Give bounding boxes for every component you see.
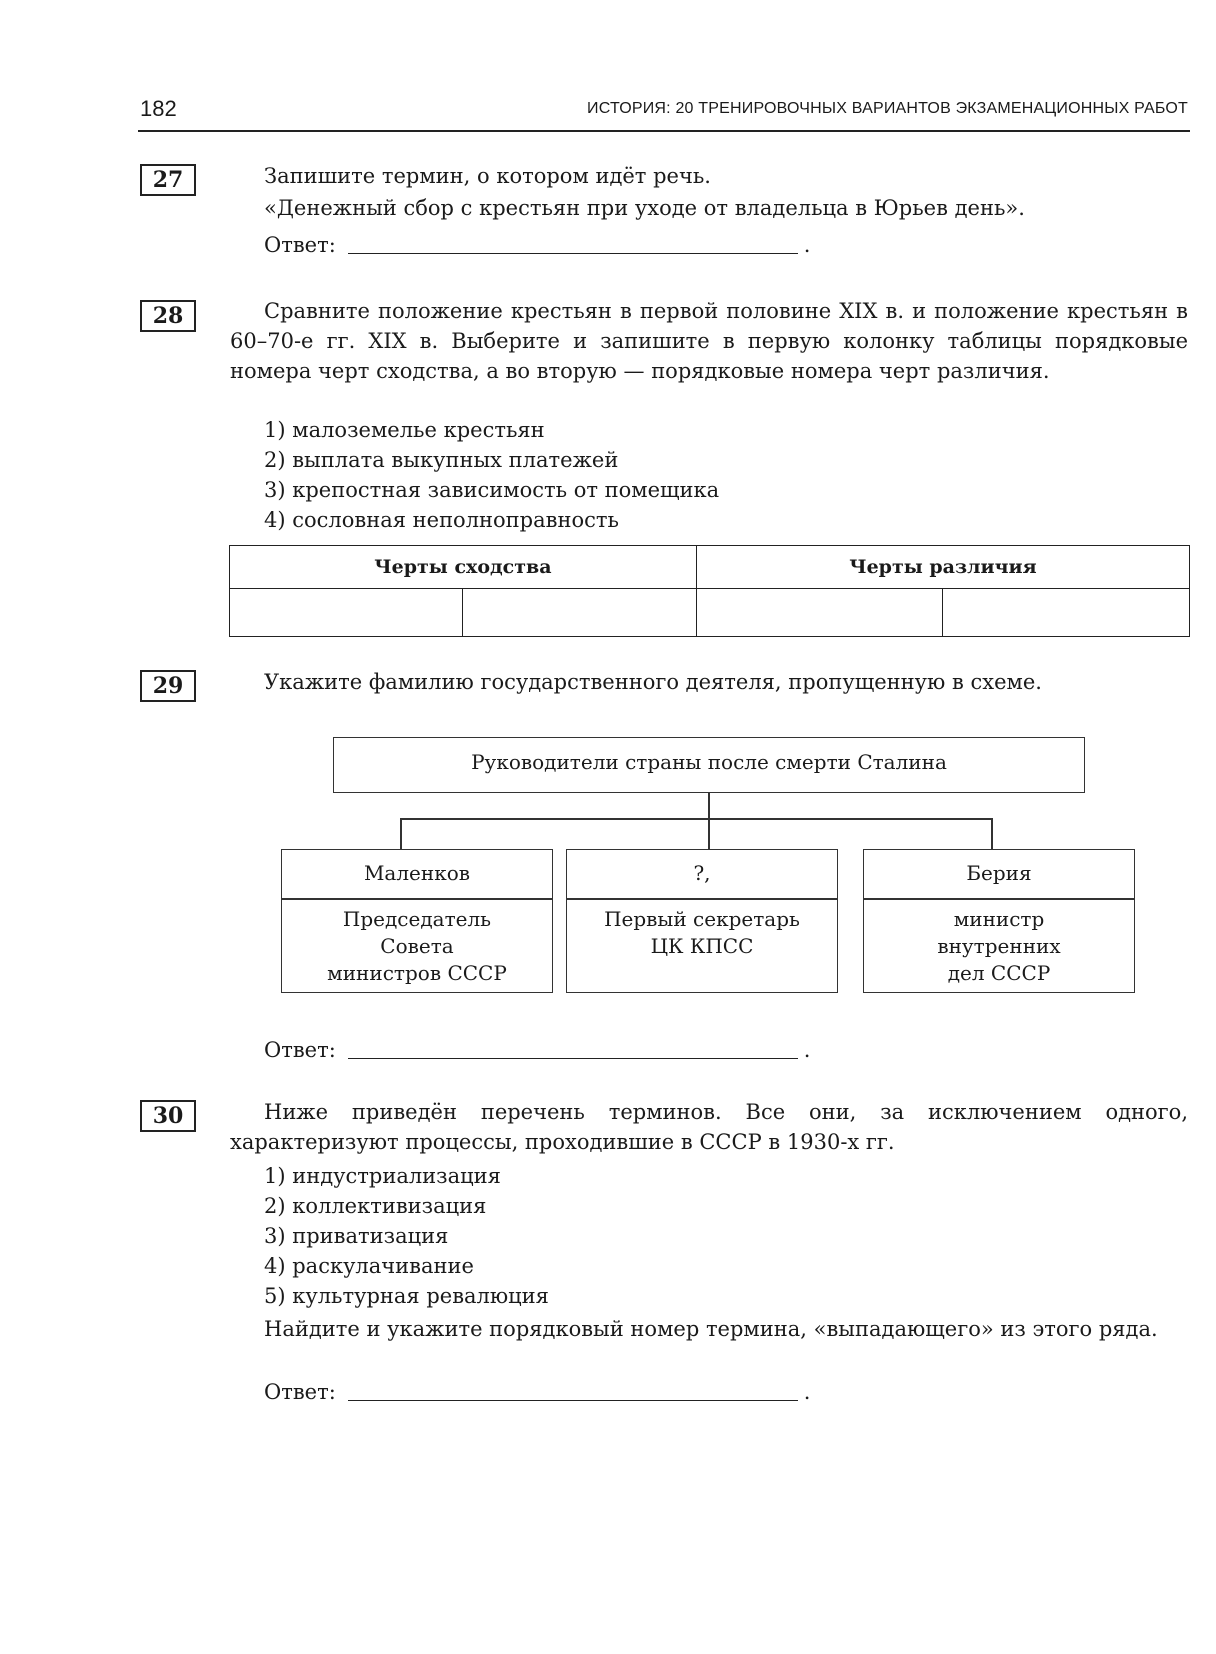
page-number: 182: [140, 96, 177, 121]
role-line: внутренних: [937, 934, 1061, 958]
answer-period: .: [803, 1380, 811, 1404]
scheme-box-malenkov: [281, 849, 553, 993]
q28-item-1: 1) малоземелье крестьян: [264, 418, 545, 442]
running-title: ИСТОРИЯ: 20 ТРЕНИРОВОЧНЫХ ВАРИАНТОВ ЭКЗАМЕНАЦИОННЫХ РАБОТ: [587, 100, 1188, 117]
scheme-connector-left: [400, 818, 402, 849]
question-number-28: 28: [140, 300, 196, 332]
role-line: Совета: [380, 934, 454, 958]
scheme-box-role: [567, 900, 837, 960]
q30-text: [230, 1097, 1188, 1157]
role-line: министр: [953, 907, 1045, 931]
scheme-connector-vertical: [708, 793, 710, 849]
table-cell-difference-1[interactable]: [696, 589, 943, 637]
q30-item-5: 5) культурная ревалюция: [264, 1284, 549, 1308]
q28-item-4: 4) сословная неполноправность: [264, 508, 619, 532]
answer-period: .: [803, 1038, 811, 1062]
q28-item-3: 3) крепостная зависимость от помещика: [264, 478, 720, 502]
role-line: ЦК КПСС: [650, 934, 754, 958]
q29-answer-line: [264, 1038, 810, 1062]
question-number-30: 30: [140, 1100, 196, 1132]
q28-text-body: Сравните положение крестьян в первой половине XIX в. и положение крестьян в 60–70-е гг. XIX в. Выберите и запишите в первую колонку таблицы порядковые номера черт сходства, а во вторую — порядковые номера черт различия.: [230, 299, 1188, 383]
table-cell-similarity-1[interactable]: [230, 589, 463, 637]
role-line: дел СССР: [947, 961, 1051, 985]
q27-answer-field[interactable]: [348, 253, 798, 254]
q27-quote: «Денежный сбор с крестьян при уходе от владельца в Юрьев день».: [264, 196, 1025, 220]
table-cell-similarity-2[interactable]: [463, 589, 696, 637]
q28-text: [230, 296, 1188, 386]
page-header: [138, 94, 1190, 132]
table-header-differences: Черты различия: [696, 546, 1189, 589]
answer-label: Ответ:: [264, 1380, 336, 1404]
q30-answer-line: [264, 1380, 810, 1404]
q28-answer-table: [229, 545, 1190, 637]
answer-period: .: [803, 233, 811, 257]
q29-answer-field[interactable]: [348, 1058, 798, 1059]
q30-task: [230, 1314, 1188, 1344]
scheme-box-name: Маленков: [282, 850, 552, 900]
answer-label: Ответ:: [264, 233, 336, 257]
q30-answer-field[interactable]: [348, 1400, 798, 1401]
q30-task-body: Найдите и укажите порядковый номер термина, «выпадающего» из этого ряда.: [264, 1317, 1158, 1341]
scheme-box-role: [282, 900, 552, 987]
scheme-connector-horizontal: [400, 818, 993, 820]
scheme-title-box: [333, 737, 1085, 793]
q30-text-body: Ниже приведён перечень терминов. Все они, за исключением одного, характеризуют процессы, проходившие в СССР в 1930-х гг.: [230, 1100, 1188, 1154]
scheme-box-name: Берия: [864, 850, 1134, 900]
q27-answer-line: [264, 233, 810, 257]
role-line: Председатель: [342, 907, 492, 931]
question-number-29: 29: [140, 670, 196, 702]
scheme-box-missing: [566, 849, 838, 993]
q28-item-2: 2) выплата выкупных платежей: [264, 448, 619, 472]
question-number-27: 27: [140, 164, 196, 196]
scheme-title: Руководители страны после смерти Сталина: [471, 750, 947, 774]
q30-item-4: 4) раскулачивание: [264, 1254, 474, 1278]
q29-prompt: Укажите фамилию государственного деятеля, пропущенную в схеме.: [264, 670, 1042, 694]
scheme-box-role: [864, 900, 1134, 987]
q30-item-3: 3) приватизация: [264, 1224, 449, 1248]
scheme-box-beria: [863, 849, 1135, 993]
q30-item-1: 1) индустриализация: [264, 1164, 501, 1188]
scheme-connector-right: [991, 818, 993, 849]
answer-label: Ответ:: [264, 1038, 336, 1062]
role-line: Первый секретарь: [604, 907, 800, 931]
table-cell-difference-2[interactable]: [943, 589, 1190, 637]
q30-item-2: 2) коллективизация: [264, 1194, 487, 1218]
role-line: министров СССР: [327, 961, 507, 985]
table-header-similarities: Черты сходства: [230, 546, 697, 589]
scheme-box-name: ?,: [567, 850, 837, 900]
q27-prompt: Запишите термин, о котором идёт речь.: [264, 164, 711, 188]
